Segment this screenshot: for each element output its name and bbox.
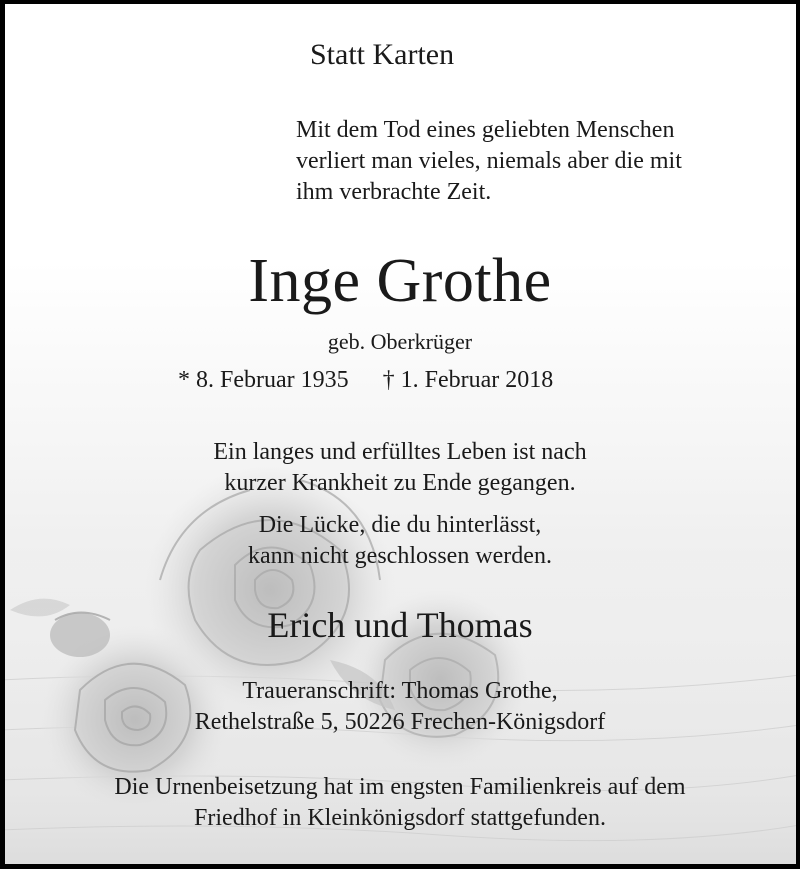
mourning-address [0, 676, 800, 738]
burial-line: Friedhof in Kleinkönigsdorf stattgefunden. [194, 805, 606, 831]
quote-line: ihm verbrachte Zeit. [296, 179, 492, 205]
header-statt-karten: Statt Karten [310, 38, 455, 71]
death-date: † 1. Februar 2018 [382, 367, 554, 393]
frame-top-border [0, 0, 800, 4]
frame-left-border [0, 0, 5, 869]
life-line: Ein langes und erfülltes Leben ist nach [213, 439, 587, 465]
burial-note [0, 772, 800, 834]
life-statement [0, 437, 800, 499]
address-line: Traueranschrift: Thomas Grothe, [242, 678, 558, 704]
gap-line: Die Lücke, die du hinterlässt, [258, 512, 542, 538]
life-line: kurzer Krankheit zu Ende gegangen. [224, 470, 576, 496]
frame-bottom-border [0, 864, 800, 869]
burial-line: Die Urnenbeisetzung hat im engsten Familienkreis auf dem [114, 774, 686, 800]
gap-line: kann nicht geschlossen werden. [248, 543, 552, 569]
address-line: Rethelstraße 5, 50226 Frechen-Königsdorf [194, 709, 606, 735]
frame-right-border [796, 0, 800, 869]
birth-date: * 8. Februar 1935 [178, 367, 349, 393]
life-dates [178, 367, 553, 394]
gap-statement [0, 510, 800, 572]
quote [296, 115, 682, 208]
quote-line: Mit dem Tod eines geliebten Menschen [296, 117, 675, 143]
mourners-names: Erich und Thomas [267, 605, 533, 645]
quote-line: verliert man vieles, niemals aber die mit [296, 148, 682, 174]
deceased-name: Inge Grothe [248, 247, 552, 315]
maiden-name: geb. Oberkrüger [327, 329, 473, 354]
